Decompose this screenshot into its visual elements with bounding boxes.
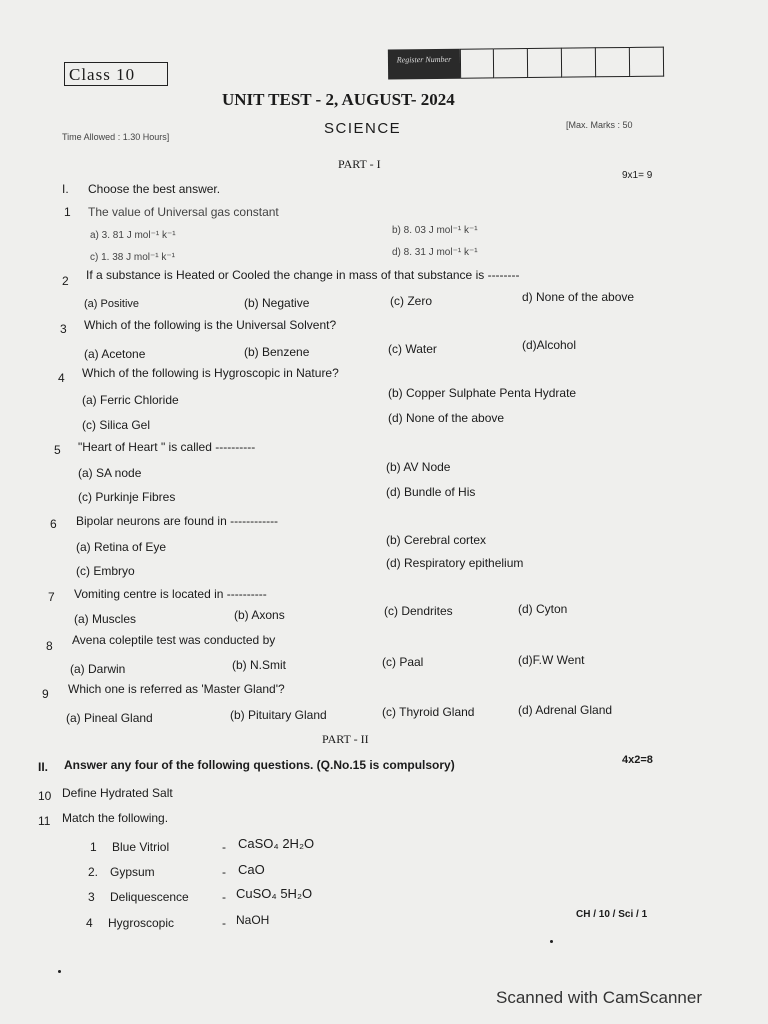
match-dash: - bbox=[222, 890, 226, 904]
question-text: "Heart of Heart " is called ---------- bbox=[78, 440, 256, 454]
question-text: If a substance is Heated or Cooled the change in mass of that substance is -------- bbox=[86, 268, 520, 282]
option-b: b) 8. 03 J mol⁻¹ k⁻¹ bbox=[392, 225, 478, 236]
option-c: (c) Water bbox=[388, 342, 437, 356]
register-cell bbox=[630, 47, 664, 77]
part-1-instruction-number: I. bbox=[62, 182, 69, 196]
match-number: 2. bbox=[88, 865, 99, 879]
match-number: 4 bbox=[86, 916, 93, 930]
option-c: (c) Zero bbox=[390, 294, 432, 308]
question-text: Avena coleptile test was conducted by bbox=[72, 633, 276, 647]
match-dash: - bbox=[222, 916, 226, 930]
match-left: Deliquescence bbox=[110, 890, 189, 904]
match-right: NaOH bbox=[236, 913, 270, 927]
option-b: (b) Benzene bbox=[244, 345, 310, 359]
match-right: CaSO₄ 2H₂O bbox=[238, 836, 315, 851]
part-2-marks: 4x2=8 bbox=[622, 754, 653, 766]
question-number: 1 bbox=[64, 205, 71, 219]
speck bbox=[58, 970, 61, 973]
register-number-grid bbox=[388, 47, 670, 82]
test-title: UNIT TEST - 2, AUGUST- 2024 bbox=[222, 90, 455, 109]
camscanner-watermark: Scanned with CamScanner bbox=[496, 988, 703, 1007]
speck bbox=[550, 940, 553, 943]
question-text: Which of the following is Hygroscopic in Nature? bbox=[82, 366, 339, 380]
match-dash: - bbox=[222, 840, 226, 854]
question-text: The value of Universal gas constant bbox=[88, 205, 279, 219]
register-number-label: Register Number bbox=[388, 49, 460, 80]
option-b: (b) N.Smit bbox=[232, 658, 286, 672]
question-number: 2 bbox=[62, 274, 69, 288]
paper-code: CH / 10 / Sci / 1 bbox=[576, 909, 648, 920]
question-text: Which of the following is the Universal Solvent? bbox=[84, 318, 337, 332]
option-a: (a) Acetone bbox=[84, 347, 146, 361]
part-2-instruction-number: II. bbox=[38, 760, 49, 774]
option-b: (b) Pituitary Gland bbox=[230, 708, 327, 722]
question-number: 9 bbox=[42, 687, 49, 701]
question-number: 4 bbox=[58, 371, 65, 385]
part-1-marks: 9x1= 9 bbox=[622, 170, 653, 181]
option-d: (d) None of the above bbox=[388, 411, 505, 425]
option-a: (a) Muscles bbox=[74, 612, 137, 626]
option-d: (d) Cyton bbox=[518, 602, 568, 616]
option-c: c) 1. 38 J mol⁻¹ k⁻¹ bbox=[90, 252, 176, 263]
option-d: (d)Alcohol bbox=[522, 338, 577, 352]
option-a: (a) Pineal Gland bbox=[66, 711, 153, 725]
match-number: 1 bbox=[90, 840, 97, 854]
match-dash: - bbox=[222, 865, 226, 879]
option-c: (c) Purkinje Fibres bbox=[78, 490, 176, 504]
register-cell bbox=[494, 48, 528, 78]
match-left: Gypsum bbox=[110, 865, 155, 879]
question-number: 10 bbox=[38, 789, 52, 803]
part-1-instruction: Choose the best answer. bbox=[88, 182, 221, 196]
option-b: (b) Copper Sulphate Penta Hydrate bbox=[388, 386, 577, 400]
question-text: Vomiting centre is located in ---------- bbox=[74, 587, 267, 601]
option-d: d) 8. 31 J mol⁻¹ k⁻¹ bbox=[392, 247, 478, 258]
subject-title: SCIENCE bbox=[324, 120, 402, 137]
register-cell bbox=[460, 48, 494, 78]
question-text: Bipolar neurons are found in ------------ bbox=[76, 514, 279, 528]
question-text: Which one is referred as 'Master Gland'? bbox=[68, 682, 285, 696]
part-2-instruction: Answer any four of the following questions. (Q.No.15 is compulsory) bbox=[64, 758, 455, 772]
match-number: 3 bbox=[88, 890, 95, 904]
option-a: a) 3. 81 J mol⁻¹ k⁻¹ bbox=[90, 230, 176, 241]
question-number: 5 bbox=[54, 443, 61, 457]
class-label: Class 10 bbox=[69, 65, 136, 84]
question-text: Match the following. bbox=[62, 811, 169, 825]
option-c: (c) Dendrites bbox=[384, 604, 453, 618]
question-text: Define Hydrated Salt bbox=[62, 786, 173, 800]
match-right: CaO bbox=[238, 862, 265, 877]
register-cell bbox=[562, 47, 596, 77]
part-2-heading: PART - II bbox=[322, 732, 369, 746]
option-d: (d) Adrenal Gland bbox=[518, 703, 613, 717]
option-a: (a) Ferric Chloride bbox=[82, 393, 179, 407]
question-number: 11 bbox=[38, 814, 51, 828]
option-c: (c) Thyroid Gland bbox=[382, 705, 475, 719]
option-b: (b) Cerebral cortex bbox=[386, 533, 487, 547]
part-1-heading: PART - I bbox=[338, 157, 381, 171]
match-left: Hygroscopic bbox=[108, 916, 175, 930]
option-a: (a) Darwin bbox=[70, 662, 126, 676]
question-number: 8 bbox=[46, 639, 53, 653]
question-number: 6 bbox=[50, 517, 57, 531]
option-c: (c) Silica Gel bbox=[82, 418, 151, 432]
option-d: d) None of the above bbox=[522, 290, 635, 304]
option-a: (a) SA node bbox=[78, 466, 142, 480]
option-b: (b) Negative bbox=[244, 296, 310, 310]
option-d: (d)F.W Went bbox=[518, 653, 585, 667]
option-c: (c) Embryo bbox=[76, 564, 135, 578]
register-cell bbox=[596, 47, 630, 77]
option-b: (b) Axons bbox=[234, 608, 285, 622]
match-right: CuSO₄ 5H₂O bbox=[236, 886, 313, 901]
time-allowed: Time Allowed : 1.30 Hours] bbox=[62, 132, 170, 142]
register-cell bbox=[528, 48, 562, 78]
option-c: (c) Paal bbox=[382, 655, 424, 669]
option-b: (b) AV Node bbox=[386, 460, 451, 474]
max-marks: [Max. Marks : 50 bbox=[566, 120, 633, 130]
option-d: (d) Respiratory epithelium bbox=[386, 556, 524, 570]
option-d: (d) Bundle of His bbox=[386, 485, 476, 499]
class-box bbox=[64, 62, 168, 86]
match-left: Blue Vitriol bbox=[112, 840, 170, 854]
question-number: 7 bbox=[48, 590, 55, 604]
option-a: (a) Positive bbox=[84, 298, 140, 310]
question-number: 3 bbox=[60, 322, 67, 336]
option-a: (a) Retina of Eye bbox=[76, 540, 167, 554]
